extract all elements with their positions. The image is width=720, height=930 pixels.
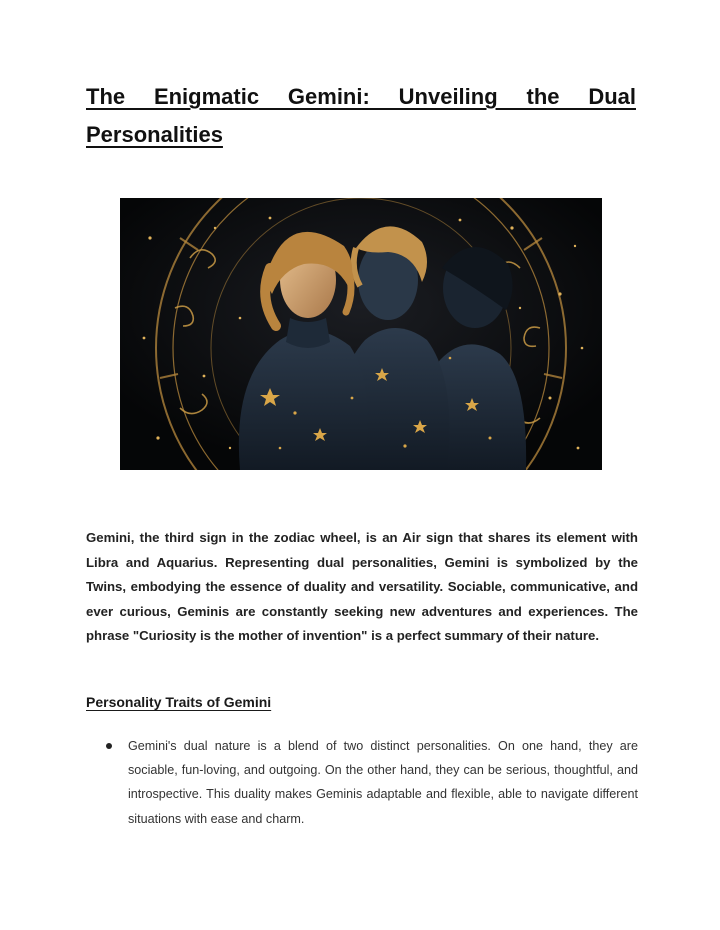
list-item bbox=[104, 734, 638, 831]
gemini-twins-artwork bbox=[120, 198, 602, 470]
intro-paragraph: Gemini, the third sign in the zodiac wheel, is an Air sign that shares its element with Libra and Aquarius. Representing dual personalities, Gemini is symbolized by the Twins, embodying the essence of duality and versatility. Sociable, communicative, and ever curious, Geminis are constantly seeking new adventures and experiences. The phrase "Curiosity is the mother of invention" is a perfect summary of their nature. bbox=[86, 530, 638, 643]
section-heading-personality-traits: Personality Traits of Gemini bbox=[86, 694, 272, 710]
personality-traits-list bbox=[104, 734, 638, 831]
gemini-twins-illustration bbox=[120, 198, 602, 470]
bullet-icon bbox=[106, 743, 112, 749]
trait-text: Gemini's dual nature is a blend of two distinct personalities. On one hand, they are sociable, fun-loving, and outgoing. On the other hand, they can be serious, thoughtful, and introspective. This duality makes Geminis adaptable and flexible, able to navigate different situations with ease and charm. bbox=[128, 739, 638, 826]
page-title: The Enigmatic Gemini: Unveiling the Dual Personalities bbox=[86, 84, 636, 147]
